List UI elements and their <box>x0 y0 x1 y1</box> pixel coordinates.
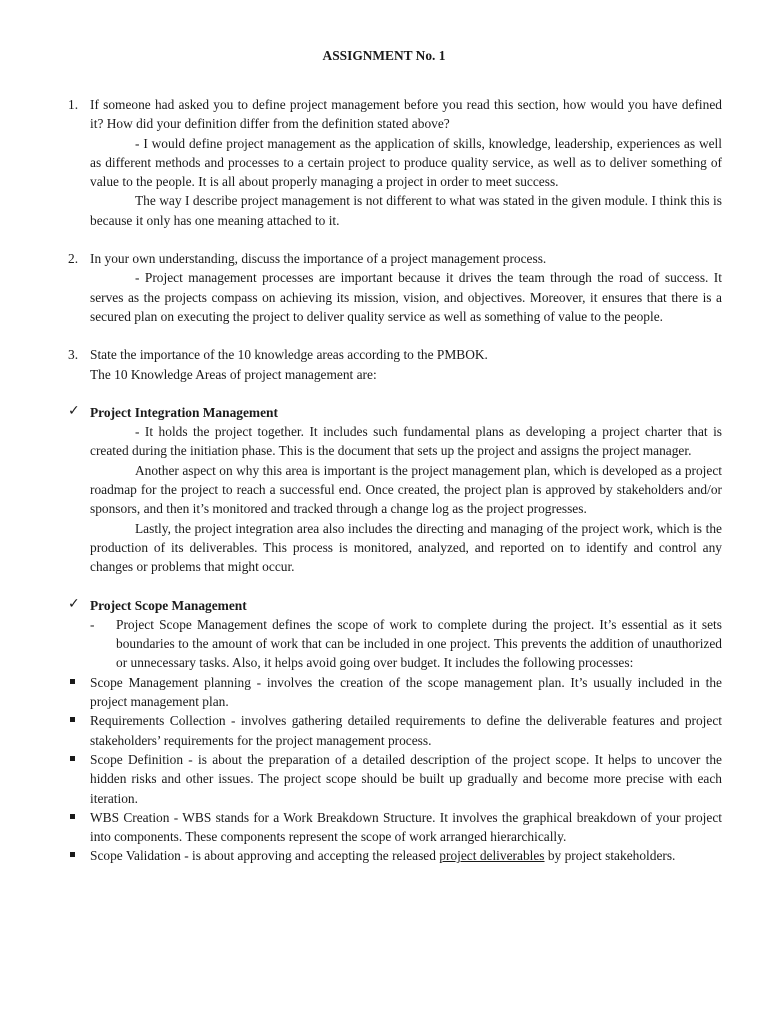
question-number: 2. <box>68 251 79 267</box>
question-1 <box>68 95 722 134</box>
list-item-text: WBS Creation - WBS stands for a Work Breakdown Structure. It involves the graphical breakdown of your project into components. These components represent the scope of work arranged hierarchically. <box>90 809 722 845</box>
list-item-text-after: by project stakeholders. <box>544 848 676 864</box>
scope-intro <box>90 615 722 673</box>
checkmark-icon: ✓ <box>68 402 80 419</box>
dash-marker: - <box>90 616 95 632</box>
list-item <box>90 750 722 808</box>
list-item <box>90 808 722 847</box>
answer-2-paragraph: - Project management processes are important because it drives the team through the road of success. It serves as the projects compass on achieving its mission, vision, and objectives. Moreover, it ensures that there is a secured plan on executing the project to deliver quality service as well as something of value to the people. <box>90 270 722 324</box>
scope-intro-text: Project Scope Management defines the scope of work to complete during the project. It’s essential as it sets boundaries to the amount of work that can be included in one project. This prevents the addition of unauthorized or unnecessary tasks. Also, it helps avoid going over budget. It includes the following processes: <box>116 616 722 671</box>
question-text: State the importance of the 10 knowledge areas according to the PMBOK. <box>90 347 488 363</box>
list-item-text: Requirements Collection - involves gathering detailed requirements to define the deliverable features and project stakeholders’ requirements for the project management process. <box>90 713 722 748</box>
square-bullet-icon <box>70 814 75 819</box>
heading-text: Project Integration Management <box>90 404 278 420</box>
project-deliverables-link[interactable]: project deliverables <box>439 848 545 864</box>
section-heading-integration <box>68 402 722 422</box>
question-text: If someone had asked you to define project management before you read this section, how would you have defined it? How did your definition differ from the definition stated above? <box>90 97 722 132</box>
list-item-text-before: Scope Validation - is about approving and accepting the released <box>90 848 440 864</box>
list-item <box>90 846 722 865</box>
list-item-text: Scope Definition - is about the preparation of a detailed description of the project scope. It helps to uncover the hidden risks and other issues. The project scope should be built up gradually and become more precise with each iteration. <box>90 751 722 806</box>
list-item-text: Scope Management planning - involves the creation of the scope management plan. It’s usually included in the project management plan. <box>90 674 722 710</box>
square-bullet-icon <box>70 756 75 761</box>
square-bullet-icon <box>70 852 75 857</box>
integration-paragraph-2: Another aspect on why this area is important is the project management plan, which is developed as a project roadmap for the project to reach a successful end. Once created, the project plan is approved by stakeholders and/or sponsors, and then it’s monitored and tracked through a change log as the project progresses. <box>90 462 722 517</box>
integration-paragraph-1: - It holds the project together. It includes such fundamental plans as developing a project charter that is created during the initiation phase. This is the document that sets up the project and assigns the project manager. <box>90 424 722 459</box>
integration-paragraph-3: Lastly, the project integration area also includes the directing and managing of the project work, which is the production of its deliverables. This process is monitored, analyzed, and reported on to identify and control any changes or problems that might occur. <box>90 520 722 575</box>
heading-text: Project Scope Management <box>90 597 247 613</box>
question-number: 3. <box>68 347 79 363</box>
square-bullet-icon <box>70 717 75 722</box>
checkmark-icon: ✓ <box>68 595 80 612</box>
answer-1-paragraph-1: - I would define project management as the application of skills, knowledge, leadership, experiences as well as different methods and processes to a certain project to produce quality service, as well as to deliver something of value to the people. It is all about properly managing a project in order to meet success. <box>90 135 722 190</box>
document-title: ASSIGNMENT No. 1 <box>322 48 446 63</box>
question-text: In your own understanding, discuss the importance of a project management process. <box>90 251 547 267</box>
list-item <box>90 673 722 712</box>
section-heading-scope <box>68 595 722 615</box>
question-3 <box>68 345 722 364</box>
list-item <box>90 711 722 750</box>
square-bullet-icon <box>70 679 75 684</box>
knowledge-areas-intro: The 10 Knowledge Areas of project management are: <box>90 366 377 382</box>
document-body <box>68 95 722 866</box>
question-number: 1. <box>68 97 79 112</box>
question-2 <box>68 249 722 268</box>
answer-1-paragraph-2: The way I describe project management is not different to what was stated in the given module. I think this is because it only has one meaning attached to it. <box>90 193 722 228</box>
